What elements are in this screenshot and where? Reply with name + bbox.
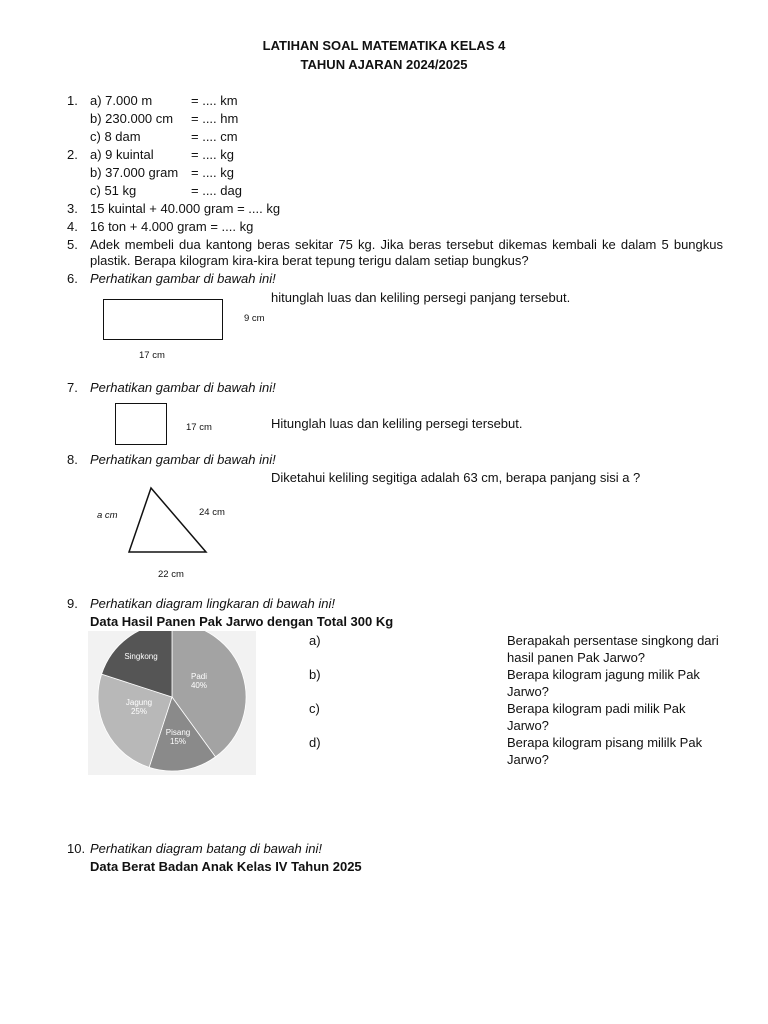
pie-label-jagung: Jagung xyxy=(125,698,153,707)
worksheet-subtitle: TAHUN AJARAN 2024/2025 xyxy=(300,57,468,72)
pie-value-pisang: 15% xyxy=(169,737,187,746)
triangle-side-a-label: a cm xyxy=(97,510,118,521)
square-side-label: 17 cm xyxy=(186,422,212,433)
question-10-number: 10. xyxy=(67,841,86,856)
question-9b-text: Berapa kilogram jagung milik Pak Jarwo? xyxy=(507,667,700,699)
pie-value-jagung: 25% xyxy=(130,707,148,716)
pie-value-padi: 40% xyxy=(190,681,208,690)
question-3-text: 15 kuintal + 40.000 gram = .... kg xyxy=(90,201,281,216)
question-6-prompt: Perhatikan gambar di bawah ini! xyxy=(90,271,276,286)
question-6-text: hitunglah luas dan keliling persegi panjang tersebut. xyxy=(271,290,571,305)
question-9a-text: Berapakah persentase singkong dari hasil panen Pak Jarwo? xyxy=(507,633,719,665)
question-9d-label: d) xyxy=(309,735,321,750)
pie-chart xyxy=(88,631,256,775)
question-1c-blank: = .... cm xyxy=(191,129,238,144)
question-2-number: 2. xyxy=(67,147,78,162)
question-1a-label: a) 7.000 m xyxy=(90,93,153,108)
rectangle-width-label: 17 cm xyxy=(139,350,165,361)
pie-label-padi: Padi xyxy=(190,672,208,681)
question-10-prompt: Perhatikan diagram batang di bawah ini! xyxy=(90,841,322,856)
triangle-side-b-label: 24 cm xyxy=(199,507,225,518)
question-7-prompt: Perhatikan gambar di bawah ini! xyxy=(90,380,276,395)
question-3-number: 3. xyxy=(67,201,78,216)
question-1b-blank: = .... hm xyxy=(191,111,239,126)
pie-label-pisang: Pisang xyxy=(165,728,191,737)
question-2b-blank: = .... kg xyxy=(191,165,234,180)
bar-chart-title: Data Berat Badan Anak Kelas IV Tahun 2025 xyxy=(90,859,362,874)
question-6-number: 6. xyxy=(67,271,78,286)
question-7-number: 7. xyxy=(67,380,78,395)
question-5-number: 5. xyxy=(67,237,78,252)
question-8-text: Diketahui keliling segitiga adalah 63 cm, berapa panjang sisi a ? xyxy=(271,470,641,485)
question-9c-label: c) xyxy=(309,701,320,716)
question-8-number: 8. xyxy=(67,452,78,467)
question-5-text: Adek membeli dua kantong beras sekitar 75 kg. Jika beras tersebut dikemas kembali ke dalam 5 bungkus plastik. Berapa kilogram kira-kira berat tepung terigu dalam setiap bungkus? xyxy=(90,237,723,268)
question-4-text: 16 ton + 4.000 gram = .... kg xyxy=(90,219,254,234)
rectangle-figure xyxy=(103,299,223,340)
question-2b-label: b) 37.000 gram xyxy=(90,165,179,180)
question-2a-blank: = .... kg xyxy=(191,147,234,162)
question-4-number: 4. xyxy=(67,219,78,234)
question-9-number: 9. xyxy=(67,596,78,611)
question-1a-blank: = .... km xyxy=(191,93,238,108)
question-8-prompt: Perhatikan gambar di bawah ini! xyxy=(90,452,276,467)
pie-chart-title: Data Hasil Panen Pak Jarwo dengan Total 300 Kg xyxy=(90,614,394,629)
question-9b-label: b) xyxy=(309,667,321,682)
question-1c-label: c) 8 dam xyxy=(90,129,141,144)
question-1-number: 1. xyxy=(67,93,78,108)
question-7-text: Hitunglah luas dan keliling persegi tersebut. xyxy=(271,416,523,431)
question-9c-text: Berapa kilogram padi milik Pak Jarwo? xyxy=(507,701,686,733)
question-9a-label: a) xyxy=(309,633,321,648)
question-9-prompt: Perhatikan diagram lingkaran di bawah ini! xyxy=(90,596,335,611)
question-2c-blank: = .... dag xyxy=(191,183,242,198)
pie-label-singkong: Singkong xyxy=(124,652,158,661)
question-2a-label: a) 9 kuintal xyxy=(90,147,154,162)
triangle-side-c-label: 22 cm xyxy=(158,569,184,580)
question-2c-label: c) 51 kg xyxy=(90,183,137,198)
question-1b-label: b) 230.000 cm xyxy=(90,111,174,126)
rectangle-height-label: 9 cm xyxy=(244,313,265,324)
square-figure xyxy=(115,403,167,445)
question-9d-text: Berapa kilogram pisang mililk Pak Jarwo? xyxy=(507,735,703,767)
triangle-figure xyxy=(120,482,215,560)
worksheet-title: LATIHAN SOAL MATEMATIKA KELAS 4 xyxy=(262,38,506,53)
